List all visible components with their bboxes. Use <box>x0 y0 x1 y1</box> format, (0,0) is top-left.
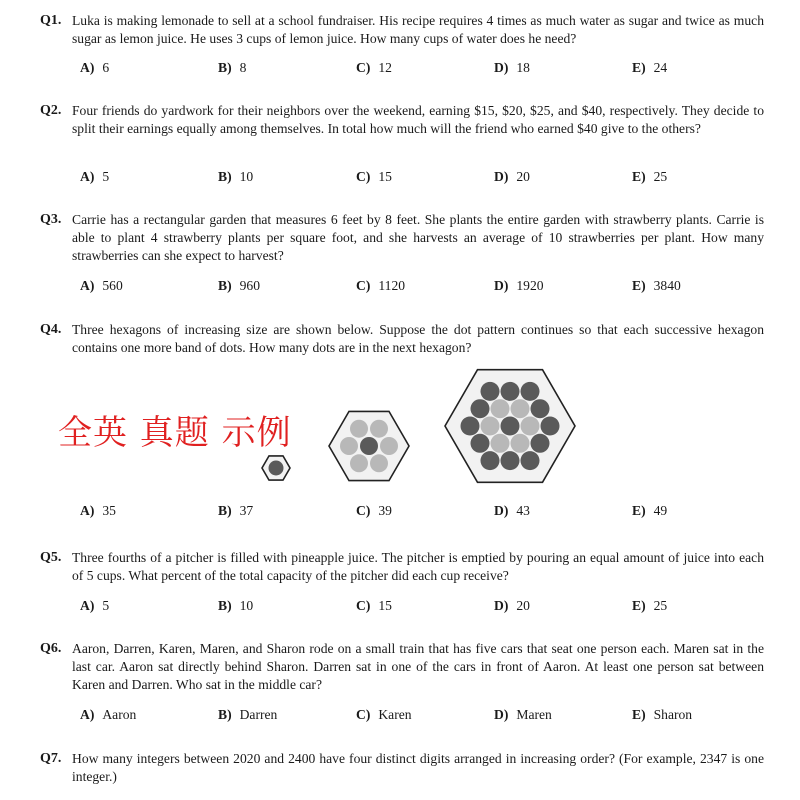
dot-light <box>481 417 500 436</box>
choice-d[interactable]: D) 20 <box>494 169 530 184</box>
dot-dark <box>501 451 520 470</box>
choice-c[interactable]: C) 15 <box>356 598 392 613</box>
hexagon-large <box>445 370 575 483</box>
dot-light <box>511 399 530 418</box>
question-text: Four friends do yardwork for their neighbors over the weekend, earning $15, $20, $25, and $40, respectively. They decide to split their earnings equally among themselves. In total how much will the friend who earned $40 give to the others? <box>72 103 764 137</box>
choice-e[interactable]: E) Sharon <box>632 707 693 722</box>
choice-b[interactable]: B) 960 <box>218 278 260 293</box>
dot-light <box>370 454 388 472</box>
question-number: Q5. <box>40 550 62 565</box>
choice-a[interactable]: A) 560 <box>80 278 123 293</box>
choice-a[interactable]: A) 5 <box>80 169 110 184</box>
question-5 <box>40 549 764 585</box>
choice-c[interactable]: C) 39 <box>356 503 392 518</box>
question-text: Luka is making lemonade to sell at a school fundraiser. His recipe requires 4 times as much water as sugar and twice as much sugar as lemon juice. He uses 3 cups of lemon juice. How many cups of water does he need? <box>72 13 764 47</box>
answer-choices-q6 <box>80 707 780 725</box>
dot-light <box>370 420 388 438</box>
dot-light <box>350 420 368 438</box>
hexagon-medium <box>329 411 409 480</box>
dot-light <box>380 437 398 455</box>
question-number: Q3. <box>40 212 62 227</box>
answer-choices-q5 <box>80 598 780 616</box>
choice-e[interactable]: E) 49 <box>632 503 668 518</box>
dot-light <box>491 434 510 453</box>
dot-dark <box>360 437 378 455</box>
question-6 <box>40 640 764 695</box>
dot-light <box>340 437 358 455</box>
choice-a[interactable]: A) 6 <box>80 60 110 75</box>
choice-d[interactable]: D) 43 <box>494 503 530 518</box>
choice-c[interactable]: C) Karen <box>356 707 412 722</box>
dot-light <box>350 454 368 472</box>
choice-e[interactable]: E) 25 <box>632 169 668 184</box>
choice-c[interactable]: C) 15 <box>356 169 392 184</box>
dot-light <box>491 399 510 418</box>
question-number: Q6. <box>40 641 62 656</box>
choice-d[interactable]: D) 20 <box>494 598 530 613</box>
choice-b[interactable]: B) 37 <box>218 503 254 518</box>
choice-d[interactable]: D) 18 <box>494 60 530 75</box>
question-text: Three fourths of a pitcher is filled with pineapple juice. The pitcher is emptied by pouring an equal amount of juice into each of 5 cups. What percent of the total capacity of the pitcher did each cup receive? <box>72 550 764 584</box>
dot-light <box>511 434 530 453</box>
choice-d[interactable]: D) 1920 <box>494 278 544 293</box>
dot-dark <box>481 451 500 470</box>
choice-d[interactable]: D) Maren <box>494 707 552 722</box>
choice-b[interactable]: B) 10 <box>218 598 254 613</box>
question-number: Q1. <box>40 13 62 28</box>
watermark-text: 全英 真题 示例 <box>58 413 292 453</box>
dot-dark <box>501 382 520 401</box>
choice-b[interactable]: B) Darren <box>218 707 278 722</box>
question-7 <box>40 750 764 786</box>
dot-dark <box>461 417 480 436</box>
dot-dark <box>521 451 540 470</box>
dot-dark <box>521 382 540 401</box>
dot-dark <box>481 382 500 401</box>
choice-c[interactable]: C) 12 <box>356 60 392 75</box>
dot-dark <box>471 434 490 453</box>
question-number: Q7. <box>40 751 62 766</box>
dot-dark <box>269 461 284 476</box>
dot-dark <box>531 434 550 453</box>
question-text: Carrie has a rectangular garden that measures 6 feet by 8 feet. She plants the entire garden with strawberry plants. Carrie is able to plant 4 strawberry plants per square foot, and she harvests an average of 10 strawberries per plant. How many strawberries can she expect to harvest? <box>72 212 764 264</box>
choice-a[interactable]: A) 5 <box>80 598 110 613</box>
choice-b[interactable]: B) 8 <box>218 60 247 75</box>
dot-dark <box>501 417 520 436</box>
choice-e[interactable]: E) 3840 <box>632 278 681 293</box>
question-number: Q2. <box>40 103 62 118</box>
dot-dark <box>531 399 550 418</box>
question-number: Q4. <box>40 322 62 337</box>
choice-e[interactable]: E) 24 <box>632 60 668 75</box>
choice-b[interactable]: B) 10 <box>218 169 254 184</box>
answer-choices-q4 <box>80 503 780 521</box>
dot-light <box>521 417 540 436</box>
question-text: Three hexagons of increasing size are shown below. Suppose the dot pattern continues so that each successive hexagon contains one more band of dots. How many dots are in the next hexagon? <box>72 322 764 356</box>
choice-e[interactable]: E) 25 <box>632 598 668 613</box>
question-text: How many integers between 2020 and 2400 have four distinct digits arranged in increasing order? (For example, 2347 is one integer.) <box>72 751 764 785</box>
dot-dark <box>541 417 560 436</box>
dot-dark <box>471 399 490 418</box>
choice-a[interactable]: A) Aaron <box>80 707 137 722</box>
question-text: Aaron, Darren, Karen, Maren, and Sharon rode on a small train that has five cars that seat one person each. Maren sat in the last car. Aaron sat directly behind Sharon. Darren sat in one of the cars in front of Aaron. At least one person sat between Karen and Darren. Who sat in the middle car? <box>72 641 764 693</box>
choice-a[interactable]: A) 35 <box>80 503 116 518</box>
choice-c[interactable]: C) 1120 <box>356 278 406 293</box>
hexagon-small <box>262 456 290 480</box>
